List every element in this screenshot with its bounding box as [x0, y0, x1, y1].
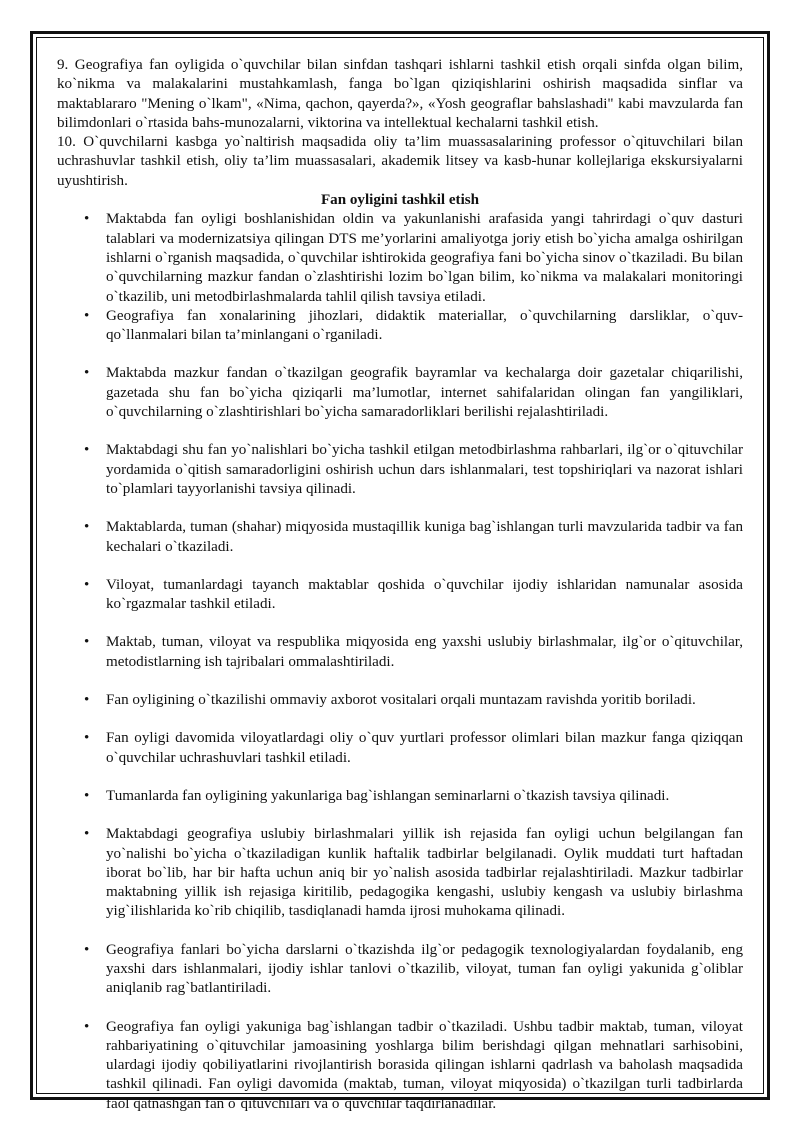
list-item-text: Fan oyligi davomida viloyatlardagi oliy o`quv yurtlari professor olimlari bilan mazkur fanga qiziqqan o`quvchilar uchrashuvlari tashkil etiladi. — [106, 730, 743, 766]
bullet-icon: • — [84, 941, 90, 958]
bullet-list — [57, 210, 743, 1114]
list-item-text: Maktabdagi shu fan yo`nalishlari bo`yicha tashkil etilgan metodbirlashma rahbarlari, ilg`or o`qituvchilar yordamida o`qitish samaradorligini oshirish uchun dars ishlanmalari, test topshiriqlari va nazorat ishlari to`plamlari tayyorlanishi tavsiya qilinadi. — [106, 442, 743, 497]
list-item — [57, 1018, 743, 1114]
bullet-icon: • — [84, 365, 90, 382]
section-title: Fan oyligini tashkil etish — [320, 192, 480, 209]
list-item — [57, 787, 743, 806]
list-item-text: Maktabda fan oyligi boshlanishidan oldin va yakunlanishi arafasida yangi tahrirdagi o`quv dasturi talablari va modernizatsiya qilingan DTS me’yorlarini amaliyotga joriy etish bo`yicha amalga oshirilgan ishlarni o`rganish maqsadida, o`quvchilar ishtirokida geografiya fani bo`yicha sinov o`tkaziladi. Bu bilan o`quvchilarning mazkur fandan o`zlashtirishi lozim bo`lgan bilim, ko`nikma va malakalari monitoringi o`tkazilib, uni metodbirlashmalarda tahlil qilish tavsiya etiladi. — [106, 211, 743, 305]
list-item-text: Geografiya fanlari bo`yicha darslarni o`tkazishda ilg`or pedagogik texnologiyalardan foydalanib, eng yaxshi dars ishlanmalari, ijodiy ishlar tanlovi o`tkazilib, viloyat, tuman fan oyligi yakunida g`oliblar aniqlanib rag`batlantiriladi. — [106, 941, 743, 997]
list-item — [57, 364, 743, 422]
bullet-icon: • — [84, 787, 90, 804]
list-item-text: Geografiya fan oyligi yakuniga bag`ishlangan tadbir o`tkaziladi. Ushbu tadbir maktab, tuman, viloyat rahbariyatining o`qituvchilar jamoasining yoshlarga bilim berishdagi qilgan mehnatlari sarhisobini, ulardagi ijodiy qobiliyatlarini rivojlantirish borasida qilingan ishlarni qadrlash va baholash maqsadida tashkil qilinadi. Fan oyligi davomida (maktab, tuman, viloyat miqyosida) o`tkazilgan turli tadbirlarda faol qatnashgan fan o`qituvchilari va o`quvchilar taqdirlanadilar. — [106, 1018, 743, 1112]
bullet-icon: • — [84, 730, 90, 747]
paragraph-10: 10. O`quvchilarni kasbga yo`naltirish maqsadida oliy ta’lim muassasalarining professor o`qituvchilari bilan uchrashuvlar tashkil etish, oliy ta’lim muassasalari, akademik litsey va kasb-hunar kollejlariga ekskursiyalarni uyushtirish. — [57, 134, 743, 189]
list-item — [57, 307, 743, 346]
list-item — [57, 691, 743, 710]
list-item-text: Maktabda mazkur fandan o`tkazilgan geografik bayramlar va kechalarga doir gazetalar chiqarilishi, gazetada shu fan bo`yicha qiziqarli ma’lumotlar, internet sahifalaridan olingan fan yangiliklari, o`quvchilarning o`zlashtirishlari bo`yicha samaradorliklari berilishi rejalashtiriladi. — [106, 365, 743, 421]
list-item — [57, 518, 743, 557]
paragraph-9: 9. Geografiya fan oyligida o`quvchilar bilan sinfdan tashqari ishlarni tashkil etish orqali sinfda olgan bilim, ko`nikma va malakalarini mustahkamlash, fanga bo`lgan qiziqishlarini oshirish maqsadida sinflar va maktablararo "Mening o`lkam", «Nima, qachon, qayerda?», «Yosh geograflar bahslashadi" kabi mavzularda fan bilimdonlari o`rtasida bahs-munozalarni, viktorina va intellektual kechalarni tashkil etish. — [57, 57, 743, 131]
list-item — [57, 576, 743, 615]
bullet-icon: • — [84, 307, 90, 324]
bullet-icon: • — [84, 576, 90, 593]
list-item-text: Maktablarda, tuman (shahar) miqyosida mustaqillik kuniga bag`ishlangan turli mavzularida tadbir va fan kechalari o`tkaziladi. — [106, 519, 743, 555]
list-item-text: Geografiya fan xonalarining jihozlari, didaktik materiallar, o`quvchilarning darsliklar, o`quv-qo`llanmalari bilan ta’minlangani o`rganiladi. — [106, 307, 743, 344]
list-item — [57, 941, 743, 999]
bullet-icon: • — [84, 826, 90, 843]
list-item-text: Fan oyligining o`tkazilishi ommaviy axborot vositalari orqali muntazam ravishda yoritib boriladi. — [106, 692, 696, 709]
bullet-icon: • — [84, 442, 90, 459]
list-item — [57, 210, 743, 306]
list-item — [57, 729, 743, 768]
bullet-icon: • — [84, 519, 90, 536]
list-item-text: Maktab, tuman, viloyat va respublika miqyosida eng yaxshi uslubiy birlashmalar, ilg`or o`qituvchilar, metodistlarning ish tajribalari ommalashtiriladi. — [106, 634, 743, 670]
list-item-text: Tumanlarda fan oyligining yakunlariga bag`ishlangan seminarlarni o`tkazish tavsiya qilinadi. — [106, 787, 670, 804]
bullet-icon: • — [84, 1018, 90, 1035]
list-item — [57, 825, 743, 921]
bullet-icon: • — [84, 692, 90, 709]
list-item — [57, 441, 743, 499]
bullet-icon: • — [84, 211, 90, 228]
document-body — [57, 56, 743, 1114]
bullet-icon: • — [84, 634, 90, 651]
list-item-text: Maktabdagi geografiya uslubiy birlashmalari yillik ish rejasida fan oyligi uchun belgilangan fan yo`nalishi bo`yicha o`tkaziladigan kunlik haftalik tadbirlar belgilanadi. Oylik muddati turt haftadan iborat bo`lib, har bir hafta uchun aniq bir yo`nalish asosida tadbirlar rejalashtiriladi. Mazkur tadbirlar maktabning yillik ish rejasiga kiritilib, pedagogika kengashi, uslubiy kengash va uslubiy birlashma yig`ilishlarida ko`rib chiqilib, tasdiqlanadi hamda ijrosi muhokama qilinadi. — [106, 826, 743, 920]
list-item-text: Viloyat, tumanlardagi tayanch maktablar qoshida o`quvchilar ijodiy ishlaridan namunalar asosida ko`rgazmalar tashkil etiladi. — [106, 576, 743, 613]
list-item — [57, 633, 743, 672]
